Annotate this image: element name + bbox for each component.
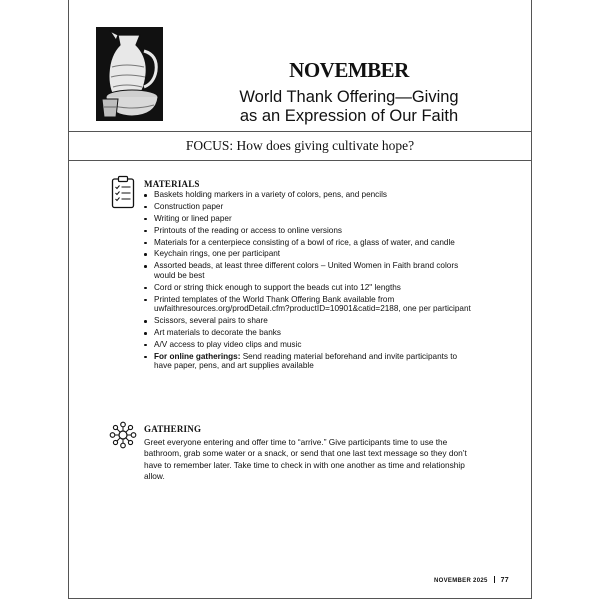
list-item: Printouts of the reading or access to online versions [142, 226, 472, 236]
list-item: Printed templates of the World Thank Offering Bank available from uwfaithresources.org/prodDetail.cfm?productID=10901&catid=2188, one per participant [142, 295, 472, 314]
list-item: Writing or lined paper [142, 214, 472, 224]
focus-question: FOCUS: How does giving cultivate hope? [69, 131, 531, 161]
gathering-heading: GATHERING [144, 424, 202, 434]
list-item: Cord or string thick enough to support the beads cut into 12" lengths [142, 283, 472, 293]
list-item: Art materials to decorate the banks [142, 328, 472, 338]
online-text: Send reading material beforehand and invite participants to have paper, pens, and art supplies available [154, 351, 458, 371]
list-item: Construction paper [142, 202, 472, 212]
list-item: Assorted beads, at least three different colors – United Women in Faith brand colors would be best [142, 261, 472, 280]
page-subtitle [179, 88, 519, 126]
page-footer [409, 576, 509, 584]
pitcher-and-bowl-illustration [96, 27, 163, 121]
gathering-paragraph: Greet everyone entering and offer time to “arrive.” Give participants time to use the bathroom, grab some water or a snack, or send that one last text message so they don’t have to remember later. Take time to check in with one another as time and relationship allow. [144, 437, 467, 481]
list-item: Scissors, several pairs to share [142, 316, 472, 326]
footer-label: NOVEMBER 2025 [434, 578, 488, 584]
document-page [68, 0, 532, 599]
list-item-online [142, 352, 472, 371]
page-number: 77 [500, 577, 509, 584]
materials-list [142, 190, 472, 373]
subtitle-line-1: World Thank Offering—Giving [239, 88, 459, 106]
materials-heading: MATERIALS [144, 179, 200, 189]
people-network-icon [109, 421, 137, 454]
list-item: Baskets holding markers in a variety of colors, pens, and pencils [142, 190, 472, 200]
list-item: Keychain rings, one per participant [142, 249, 472, 259]
page-title: NOVEMBER [289, 58, 409, 82]
list-item: Materials for a centerpiece consisting of a bowl of rice, a glass of water, and candle [142, 238, 472, 248]
subtitle-line-2: as an Expression of Our Faith [239, 107, 459, 125]
online-label: For online gatherings: [154, 351, 241, 361]
clipboard-checklist-icon [111, 175, 135, 214]
list-item: A/V access to play video clips and music [142, 340, 472, 350]
footer-divider [494, 576, 495, 583]
